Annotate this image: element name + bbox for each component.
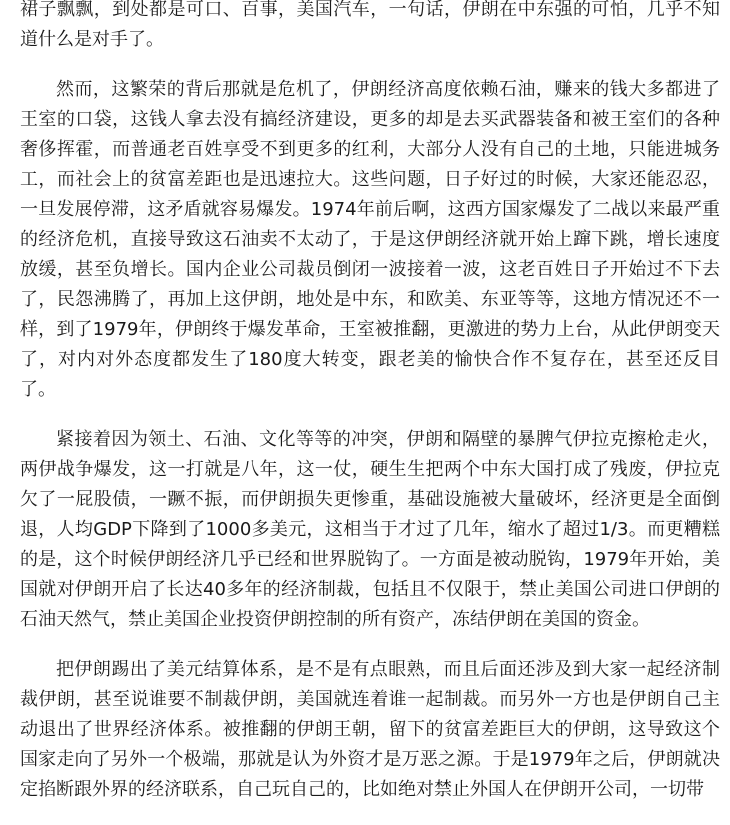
paragraph-2: 然而，这繁荣的背后那就是危机了，伊朗经济高度依赖石油，赚来的钱大多都进了王室的口袋，这钱人拿去没有搞经济建设，更多的却是去买武器装备和被王室们的各种奢侈挥霍，而普通老百姓享受不到更多的红利，大部分人没有自己的土地，只能进城务工，而社会上的贫富差距也是迅速拉大。这些问题，日子好过的时候，大家还能忍忍，一旦发展停滞，这矛盾就容易爆发。1974年前后啊，这西方国家爆发了二战以来最严重的经济危机，直接导致这石油卖不太动了，于是这伊朗经济就开始上蹿下跳，增长速度放缓，甚至负增长。国内企业公司裁员倒闭一波接着一波，这老百姓日子开始过不下去了，民怨沸腾了，再加上这伊朗，地处是中东，和欧美、东亚等等，这地方情况还不一样，到了1979年，伊朗终于爆发革命，王室被推翻，更激进的势力上台，从此伊朗变天了，对内对外态度都发生了180度大转变，跟老美的愉快合作不复存在，甚至还反目了。 [20, 79, 720, 400]
paragraph-4: 把伊朗踢出了美元结算体系，是不是有点眼熟，而且后面还涉及到大家一起经济制裁伊朗，甚至说谁要不制裁伊朗，美国就连着谁一起制裁。而另外一方也是伊朗自己主动退出了世界经济体系。被推翻的伊朗王朝，留下的贫富差距巨大的伊朗，这导致这个国家走向了另外一个极端，那就是认为外资才是万恶之源。于是1979年之后，伊朗就决定掐断跟外界的经济联系，自己玩自己的，比如绝对禁止外国人在伊朗开公司，一切带 [20, 659, 720, 800]
paragraph-3: 紧接着因为领土、石油、文化等等的冲突，伊朗和隔壁的暴脾气伊拉克擦枪走火，两伊战争爆发，这一打就是八年，这一仗，硬生生把两个中东大国打成了残废，伊拉克欠了一屁股债，一蹶不振，而伊朗损失更惨重，基础设施被大量破坏，经济更是全面倒退，人均GDP下降到了1000多美元，这相当于才过了几年，缩水了超过1/3。而更糟糕的是，这个时候伊朗经济几乎已经和世界脱钩了。一方面是被动脱钩，1979年开始，美国就对伊朗开启了长达40多年的经济制裁，包括且不仅限于，禁止美国公司进口伊朗的石油天然气，禁止美国企业投资伊朗控制的所有资产，冻结伊朗在美国的资金。 [20, 429, 720, 630]
paragraph-1: 裙子飘飘，到处都是可口、百事，美国汽车，一句话，伊朗在中东强的可怕，几乎不知道什么是对手了。 [20, 0, 720, 50]
article-body [20, 0, 720, 825]
